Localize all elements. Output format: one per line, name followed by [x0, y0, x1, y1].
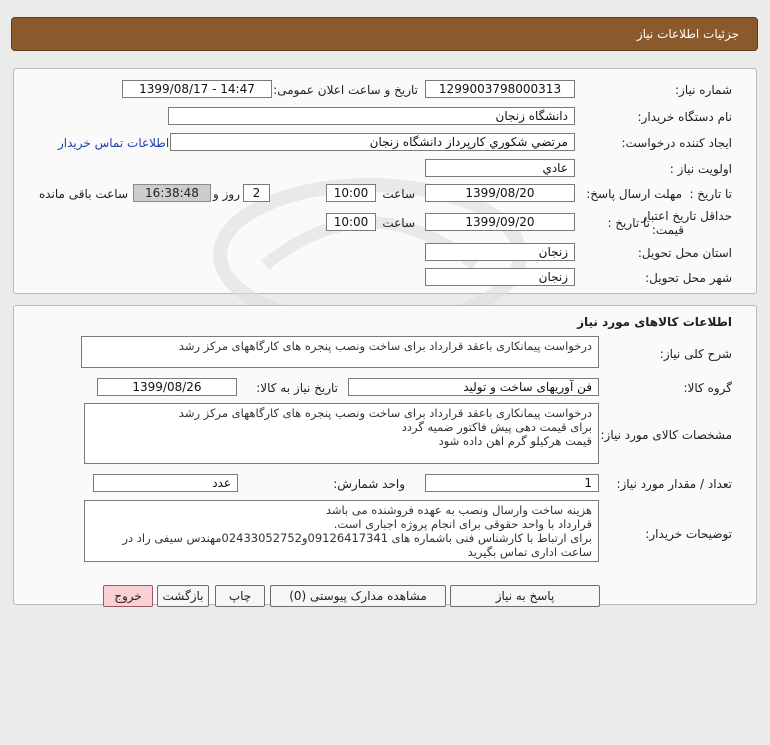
city-label: شهر محل تحویل:	[645, 271, 732, 285]
province-label: استان محل تحویل:	[637, 246, 732, 260]
validity-to-date-label: تا تاریخ :	[607, 216, 650, 230]
goods-section-title: اطلاعات کالاهای مورد نیاز	[577, 315, 732, 329]
deadline-date-field: 1399/08/20	[425, 184, 575, 202]
deadline-to-date-label: تا تاریخ :	[689, 187, 732, 201]
creator-label: ایجاد کننده درخواست:	[621, 136, 732, 150]
specs-line-2: برای قیمت دهی پیش فاکتور ضمیه گردد	[401, 420, 592, 434]
general-desc-text: درخواست پیمانکاری باعقد قرارداد برای ساخت ونصب پنجره های کارگاههای مرکز رشد	[178, 339, 592, 353]
general-desc-field	[81, 336, 599, 368]
page-title: جزئیات اطلاعات نیاز	[636, 27, 739, 41]
print-button[interactable]: چاپ	[215, 585, 265, 607]
unit-label: واحد شمارش:	[333, 477, 405, 491]
specs-label: مشخصات کالای مورد نیاز:	[600, 428, 732, 442]
deadline-time-label: ساعت	[382, 187, 415, 201]
count-label: تعداد / مقدار مورد نیاز:	[616, 477, 732, 491]
announce-label: تاریخ و ساعت اعلان عمومی:	[273, 83, 418, 97]
specs-line-3: قیمت هرکیلو گرم اهن داده شود	[438, 434, 592, 448]
need-number-field: 1299003798000313	[425, 80, 575, 98]
unit-field: عدد	[93, 474, 238, 492]
remaining-label: ساعت باقی مانده	[38, 187, 128, 201]
view-attachments-button[interactable]: مشاهده مدارک پیوستی (0)	[270, 585, 446, 607]
buyer-org-label: نام دستگاه خریدار:	[637, 110, 732, 124]
buyer-notes-label: توضیحات خریدار:	[645, 527, 732, 541]
validity-time-field: 10:00	[326, 213, 376, 231]
days-remaining-field: 2	[243, 184, 270, 202]
days-label: روز و	[213, 187, 240, 201]
deadline-label: مهلت ارسال پاسخ:	[586, 187, 682, 201]
buyer-notes-line-3: برای ارتباط با کارشناس فنی باشماره های 09126417341و02433052752مهندس سیفی راد در	[122, 531, 592, 545]
need-date-label: تاریخ نیاز به کالا:	[256, 381, 338, 395]
buyer-notes-line-4: ساعت اداری تماس بگیرید	[467, 545, 592, 559]
validity-label-line1: حداقل تاریخ اعتبار	[641, 209, 732, 223]
validity-label-line2: قیمت:	[651, 223, 684, 237]
reply-to-need-button[interactable]: پاسخ به نیاز	[450, 585, 600, 607]
validity-date-field: 1399/09/20	[425, 213, 575, 231]
general-desc-label: شرح کلی نیاز:	[659, 347, 732, 361]
buyer-org-field: دانشگاه زنجان	[168, 107, 575, 125]
need-number-label: شماره نیاز:	[675, 83, 732, 97]
goods-group-label: گروه کالا:	[683, 381, 732, 395]
buyer-notes-field	[84, 500, 599, 562]
need-date-field: 1399/08/26	[97, 378, 237, 396]
remaining-time-badge: 16:38:48	[133, 184, 211, 202]
back-button[interactable]: بازگشت	[157, 585, 209, 607]
specs-field	[84, 403, 599, 464]
deadline-time-field: 10:00	[326, 184, 376, 202]
count-field: 1	[425, 474, 599, 492]
validity-time-label: ساعت	[382, 216, 415, 230]
goods-group-field: فن آوریهای ساخت و تولید	[348, 378, 599, 396]
exit-button[interactable]: خروج	[103, 585, 153, 607]
page-header	[11, 17, 758, 51]
need-info-panel	[13, 68, 757, 294]
city-field: زنجان	[425, 268, 575, 286]
specs-line-1: درخواست پیمانکاری باعقد قرارداد برای ساخت ونصب پنجره های کارگاههای مرکز رشد	[178, 406, 592, 420]
buyer-notes-line-2: قرارداد با واحد حقوقی برای انجام پروژه اجباری است.	[333, 517, 592, 531]
priority-label: اولویت نیاز :	[669, 162, 732, 176]
priority-field: عادي	[425, 159, 575, 177]
announce-field: 1399/08/17 - 14:47	[122, 80, 272, 98]
buyer-contact-link[interactable]: اطلاعات تماس خریدار	[58, 136, 170, 150]
buyer-notes-line-1: هزینه ساخت وارسال ونصب به عهده فروشنده می باشد	[325, 503, 592, 517]
province-field: زنجان	[425, 243, 575, 261]
creator-field: مرتضي شکوري كارپرداز دانشگاه زنجان	[170, 133, 575, 151]
